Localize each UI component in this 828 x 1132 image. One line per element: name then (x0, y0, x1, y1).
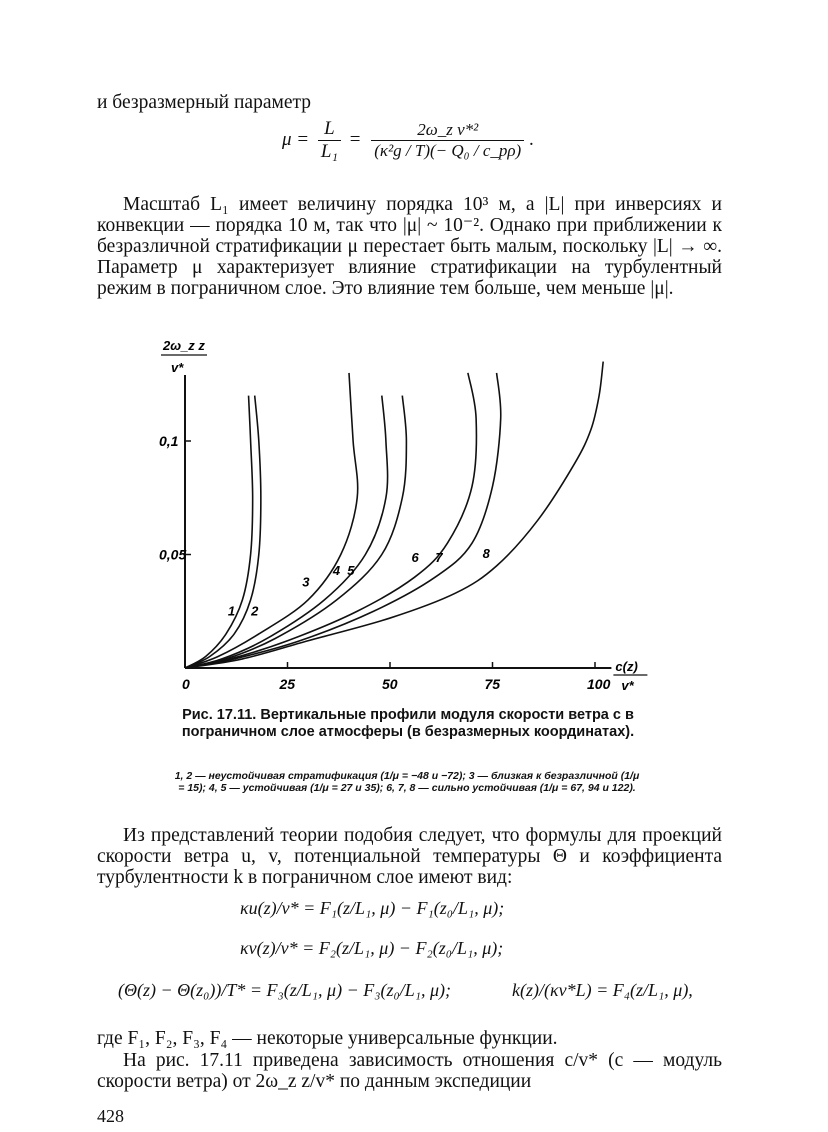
chart-curves (185, 362, 603, 668)
curve-8 (185, 362, 603, 668)
mu-frac1-den: L₁ (320, 141, 339, 162)
paragraph-scale: Масштаб L₁ имеет величину порядка 10³ м, а |L| при инверсиях и конвекции — порядка 10 м, так что |μ| ~ 10⁻². Однако при приближении к безразличной стратификации μ перестает быть малым, поскольку |L| → ∞. Параметр μ характеризует влияние стратификации на турбулентный режим в пограничном слое. Это влияние тем больше, чем меньше |μ|. (97, 194, 722, 299)
curve-2 (185, 396, 261, 668)
formula-u: κu(z)/v* = F₁(z/L₁, μ) − F₁(z₀/L₁, μ); (240, 898, 505, 918)
curve-5 (185, 396, 406, 668)
wind-profile-chart (150, 330, 680, 705)
y-axis-label-top: 2ω_z z (163, 338, 205, 353)
paragraph-functions: где F₁, F₂, F₃, F₄ — некоторые универсальные функции. (97, 1028, 558, 1049)
x-tick-label-100: 100 (587, 676, 611, 692)
curve-label-7: 7 (435, 549, 443, 565)
chart-labels (159, 338, 647, 693)
curve-label-3: 3 (302, 574, 310, 590)
x-axis-label-top: c(z) (615, 659, 638, 674)
page-number: 428 (97, 1106, 124, 1126)
y-tick-label-0,05: 0,05 (159, 546, 187, 563)
intro-text: и безразмерный параметр (97, 92, 311, 113)
curve-label-6: 6 (411, 549, 419, 565)
curve-label-2: 2 (251, 603, 259, 619)
x-tick-label-25: 25 (279, 676, 296, 692)
x-tick-label-50: 50 (382, 676, 398, 692)
mu-formula: μ = $\frac{L}{\text{L₁}}$ = $\frac{\text{2ω\_z v*²}}{\text{(κ²g / T)(− Q₀ / c\_pρ)}}$ . (282, 118, 534, 162)
curve-label-4: 4 (332, 563, 341, 579)
formula-theta: (Θ(z) − Θ(z₀))/T* = F₃(z/L₁, μ) − F₃(z₀/L₁, μ); (118, 980, 452, 1000)
x-tick-label-0: 0 (182, 676, 190, 692)
y-tick-label-0,1: 0,1 (159, 433, 179, 449)
x-tick-label-75: 75 (484, 676, 501, 692)
mu-lhs: μ = (282, 128, 310, 150)
x-axis-label-bottom: v* (621, 678, 634, 693)
curve-label-5: 5 (347, 563, 355, 579)
mu-frac1-num: L (318, 118, 341, 141)
y-axis-label-bottom: v* (171, 360, 184, 375)
formula-v: κv(z)/v* = F₂(z/L₁, μ) − F₂(z₀/L₁, μ); (240, 938, 504, 958)
figure-legend: 1, 2 — неустойчивая стратификация (1/μ = −48 и −72); 3 — близкая к безразличной (1/μ = 15); 4, 5 — устойчивая (1/μ = 27 и 35); 6, 7, 8 — сильно устойчивая (1/μ = 67, 94 и 122). (174, 770, 640, 794)
mu-frac2-den: (κ²g / T)(− Q₀ / c_pρ) (374, 141, 522, 160)
paragraph-figure-ref: На рис. 17.11 приведена зависимость отношения c/v* (c — модуль скорости ветра) от 2ω_z z/v* по данным экспедиции (97, 1050, 722, 1092)
formula-k: k(z)/(κv*L) = F₄(z/L₁, μ), (512, 980, 693, 1000)
figure-caption: Рис. 17.11. Вертикальные профили модуля скорости ветра c в пограничном слое атмосферы (в безразмерных координатах). (181, 707, 635, 740)
mu-frac2-num: 2ω_z v*² (371, 120, 524, 141)
curve-6 (185, 373, 476, 668)
curve-1 (185, 396, 253, 668)
curve-label-1: 1 (227, 603, 236, 619)
paragraph-similarity: Из представлений теории подобия следует, что формулы для проекций скорости ветра u, v, потенциальной температуры Θ и коэффициента турбулентности k в пограничном слое имеют вид: (97, 825, 722, 888)
mu-eq: = (349, 128, 361, 150)
curve-label-8: 8 (482, 545, 490, 561)
